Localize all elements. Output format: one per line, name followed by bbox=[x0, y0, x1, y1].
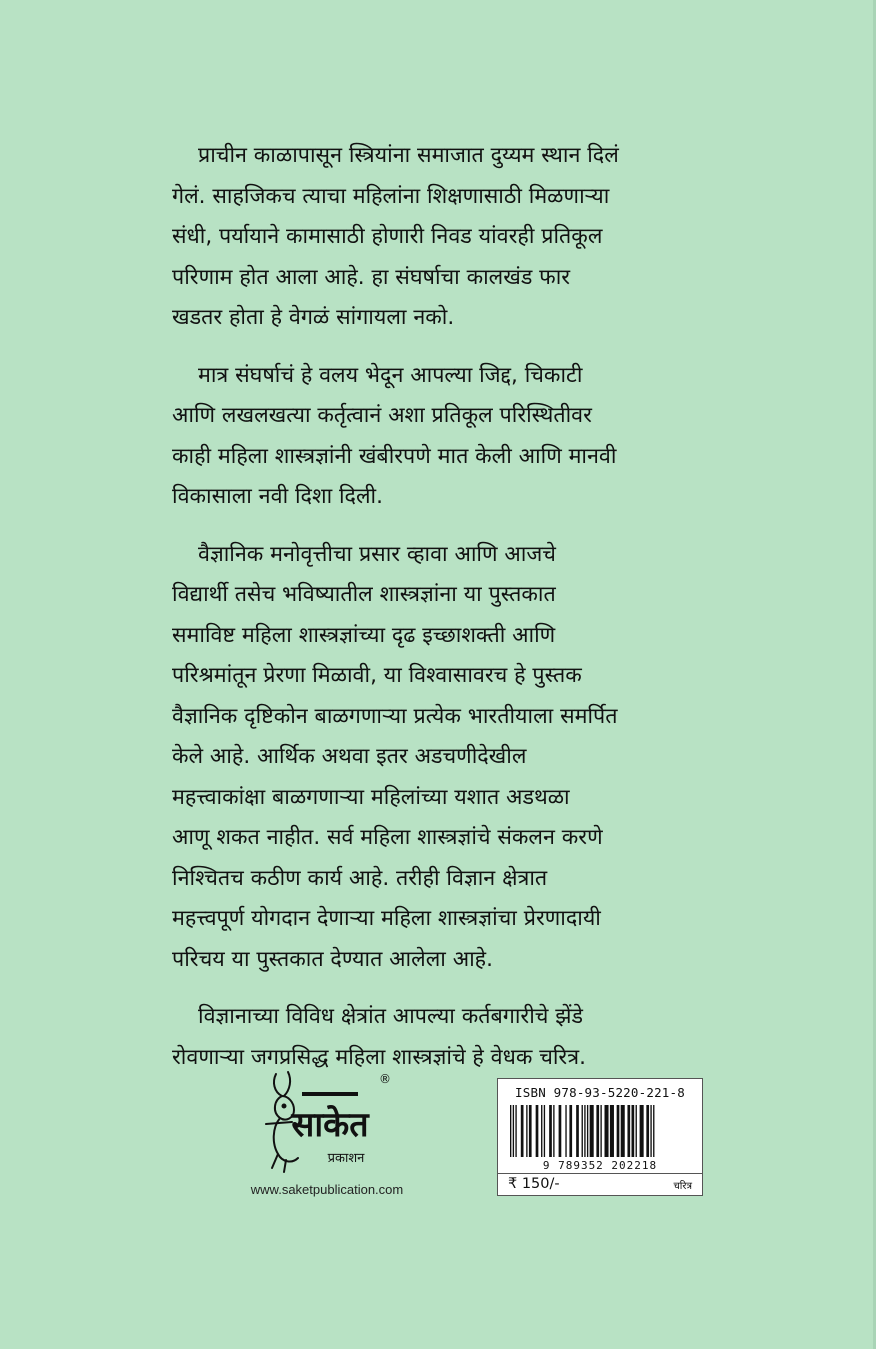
barcode-digits: 9 789352 202218 bbox=[542, 1159, 658, 1172]
price: ₹ 150/- bbox=[508, 1176, 560, 1192]
barcode-bar bbox=[627, 1105, 630, 1157]
blurb-paragraph-4: विज्ञानाच्या विविध क्षेत्रांत आपल्या कर्तबगारीचे झेंडे रोवणाऱ्या जगप्रसिद्ध महिला शास्त्रज्ञांचे हे वेधक चरित्र. bbox=[172, 1004, 586, 1070]
barcode-icon bbox=[508, 1105, 692, 1157]
barcode-bar bbox=[549, 1105, 552, 1157]
barcode-bar bbox=[513, 1105, 514, 1157]
isbn-label: ISBN 978-93-5220-221-8 bbox=[515, 1085, 685, 1100]
publisher-website[interactable]: www.saketpublication.com bbox=[250, 1182, 404, 1197]
barcode-bar bbox=[565, 1105, 566, 1157]
barcode-bar bbox=[584, 1105, 585, 1157]
registered-mark: ® bbox=[379, 1072, 391, 1086]
barcode-bar bbox=[515, 1105, 516, 1157]
logo-subtext: प्रकाशन bbox=[327, 1151, 365, 1166]
barcode-bar bbox=[600, 1105, 601, 1157]
barcode-bar bbox=[510, 1105, 511, 1157]
barcode-bar bbox=[605, 1105, 609, 1157]
barcode-bar bbox=[526, 1105, 527, 1157]
barcode-bar bbox=[590, 1105, 594, 1157]
logo-text: साकेत bbox=[291, 1105, 369, 1145]
blurb-paragraph-2: मात्र संघर्षाचं हे वलय भेदून आपल्या जिद्द, चिकाटी आणि लखलखत्या कर्तृत्वानं अशा प्रतिकूल परिस्थितीवर काही महिला शास्त्रज्ञांनी खंबीरपणे मात केली आणि मानवी विकासाला नवी दिशा दिली. bbox=[172, 362, 617, 509]
barcode-bar bbox=[576, 1105, 579, 1157]
barcode-bar bbox=[582, 1105, 583, 1157]
category-label: चरित्र bbox=[673, 1181, 692, 1192]
barcode-bar bbox=[536, 1105, 539, 1157]
barcode-bar bbox=[569, 1105, 572, 1157]
barcode-bar bbox=[541, 1105, 542, 1157]
publisher-logo-block bbox=[232, 1070, 432, 1200]
blurb-paragraph-3: वैज्ञानिक मनोवृत्तीचा प्रसार व्हावा आणि आजचे विद्यार्थी तसेच भविष्यातील शास्त्रज्ञांना या पुस्तकात समाविष्ट महिला शास्त्रज्ञांच्या दृढ इच्छाशक्ती आणि परिश्रमांतून प्रेरणा मिळावी, या विश्वासावरच हे पुस्तक वैज्ञानिक दृष्टिकोन बाळगणाऱ्या प्रत्येक भारतीयाला समर्पित केले आहे. आर्थिक अथवा इतर अडचणीदेखील महत्त्वाकांक्षा बाळगणाऱ्या महिलांच्या यशात अडथळा आणू शकत नाहीत. सर्व महिला शास्त्रज्ञांचे संकलन करणे निश्चितच कठीण कार्य आहे. तरीही विज्ञान क्षेत्रात महत्त्वपूर्ण योगदान देणाऱ्या महिला शास्त्रज्ञांचा प्रेरणादायी परिचय या पुस्तकात देण्यात आलेला आहे. bbox=[172, 541, 618, 972]
barcode-bar bbox=[646, 1105, 649, 1157]
barcode-bar bbox=[553, 1105, 554, 1157]
blurb-text bbox=[172, 136, 732, 1095]
blurb-paragraph-1: प्राचीन काळापासून स्त्रियांना समाजात दुय्यम स्थान दिलं गेलं. साहजिकच त्याचा महिलांना शिक्षणासाठी मिळणाऱ्या संधी, पर्यायाने कामासाठी होणारी निवड यांवरही प्रतिकूल परिणाम होत आला आहे. हा संघर्षाचा कालखंड फार खडतर होता हे वेगळं सांगायला नको. bbox=[172, 143, 619, 330]
barcode-bar bbox=[621, 1105, 625, 1157]
barcode-bar bbox=[653, 1105, 654, 1157]
barcode-bar bbox=[640, 1105, 644, 1157]
barcode-bar bbox=[617, 1105, 620, 1157]
barcode-bar bbox=[544, 1105, 545, 1157]
isbn-barcode-box bbox=[497, 1078, 703, 1196]
saket-rabbit-logo-icon bbox=[262, 1070, 412, 1180]
barcode-bar bbox=[610, 1105, 614, 1157]
barcode-bar bbox=[596, 1105, 599, 1157]
barcode-bar bbox=[529, 1105, 532, 1157]
barcode-bar bbox=[636, 1105, 637, 1157]
price-row bbox=[498, 1173, 702, 1196]
barcode-bar bbox=[587, 1105, 588, 1157]
barcode-bar bbox=[559, 1105, 562, 1157]
barcode-bar bbox=[632, 1105, 635, 1157]
barcode-bar bbox=[650, 1105, 651, 1157]
barcode-bar bbox=[521, 1105, 524, 1157]
